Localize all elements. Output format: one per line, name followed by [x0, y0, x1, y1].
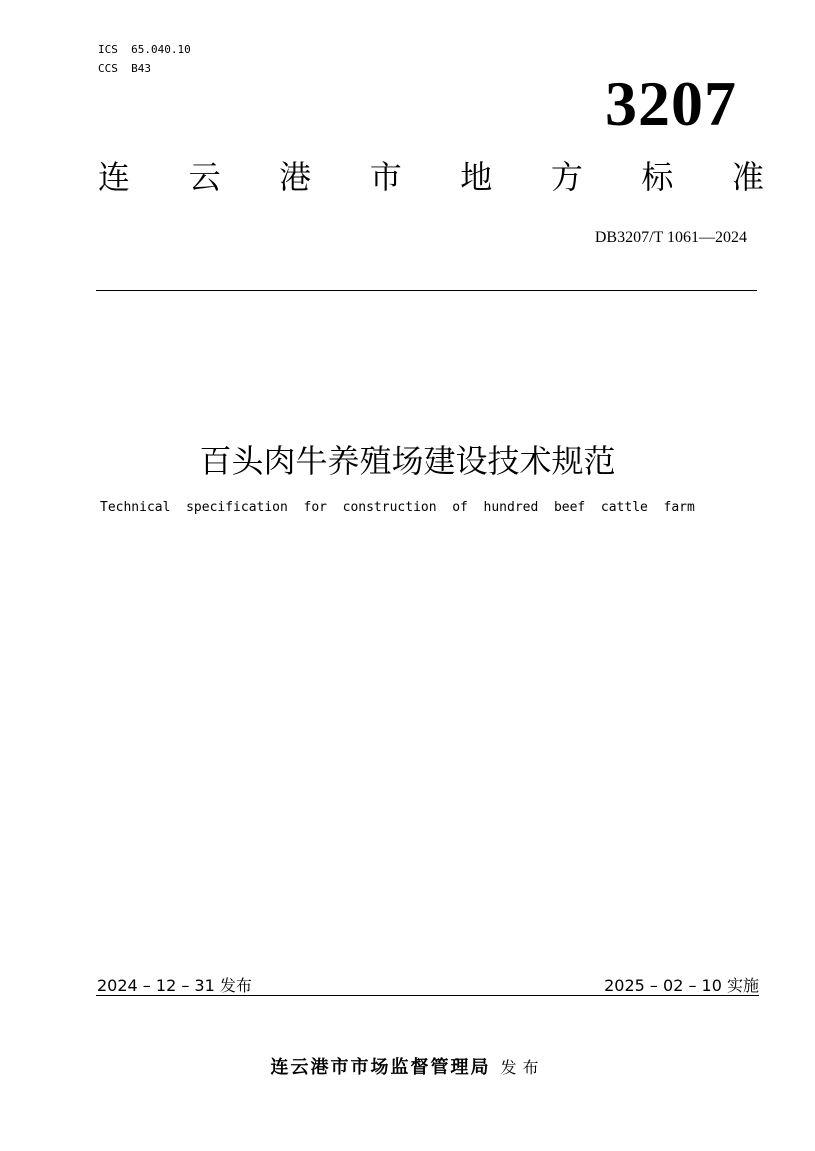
footer-divider [96, 995, 759, 996]
ics-code: ICS 65.040.10 [98, 43, 191, 56]
header-divider [96, 290, 757, 291]
standard-type-heading [98, 155, 764, 199]
standard-type-char: 市 [369, 158, 402, 196]
document-title-en: Technical specification for construction of hundred beef cattle farm [100, 500, 695, 515]
standard-type-char: 地 [460, 158, 493, 196]
standard-type-char: 云 [188, 158, 221, 196]
ccs-code: CCS B43 [98, 62, 151, 75]
standard-type-char: 港 [279, 158, 312, 196]
standard-type-char: 准 [731, 158, 764, 196]
region-code: 3207 [605, 68, 737, 139]
issue-action: 发布 [500, 1058, 545, 1077]
implementation-date: 2025 – 02 – 10 实施 [604, 976, 759, 995]
release-date: 2024 – 12 – 31 发布 [97, 976, 252, 995]
standard-type-char: 连 [98, 158, 131, 196]
standard-number: DB3207/T 1061—2024 [594, 229, 747, 246]
document-title-cn: 百头肉牛养殖场建设技术规范 [199, 442, 616, 480]
standard-type-char: 方 [550, 158, 583, 196]
issuer-name: 连云港市市场监督管理局 [270, 1057, 491, 1078]
standard-type-char: 标 [641, 158, 674, 196]
issuing-authority [0, 1055, 815, 1081]
